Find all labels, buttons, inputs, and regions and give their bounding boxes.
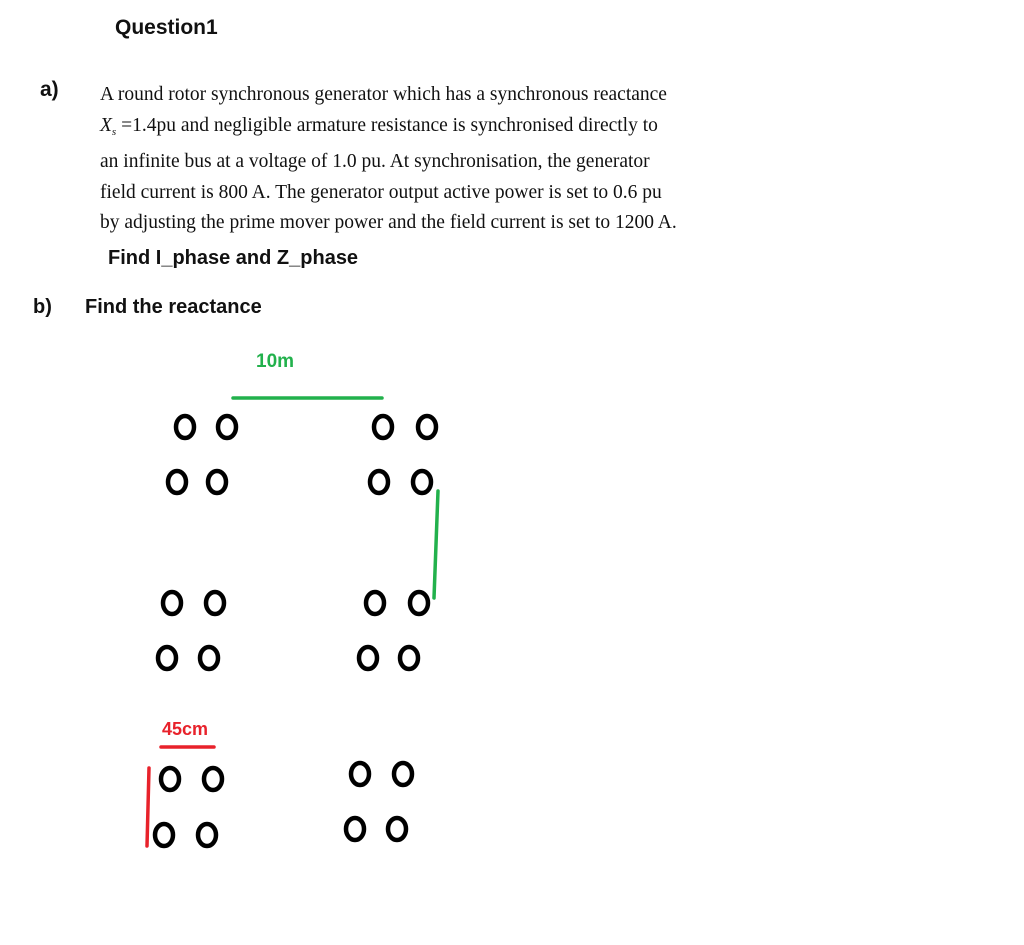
conductor-10 xyxy=(206,592,224,614)
conductor-18 xyxy=(204,768,222,790)
conductor-9 xyxy=(163,592,181,614)
conductor-4 xyxy=(208,471,226,493)
bundle-height-line xyxy=(147,768,149,846)
part-b-label: b) xyxy=(33,296,52,318)
conductor-2 xyxy=(218,416,236,438)
conductor-11 xyxy=(158,647,176,669)
conductor-24 xyxy=(388,818,406,840)
part-a-label: a) xyxy=(40,78,59,101)
conductor-3 xyxy=(168,471,186,493)
conductor-spacing-label: 45cm xyxy=(162,719,209,739)
paragraph-line-4: field current is 800 A. The generator output active power is set to 0.6 pu xyxy=(100,181,662,203)
paragraph-line-5: by adjusting the prime mover power and the field current is set to 1200 A. xyxy=(100,212,677,233)
reactance-subscript: s xyxy=(111,125,117,138)
conductor-19 xyxy=(155,824,173,846)
part-a-instruction: Find I_phase and Z_phase xyxy=(108,247,359,269)
paragraph-line-2-rest: pu and negligible armature resistance is synchronised directly to xyxy=(156,114,658,136)
question-title: Question1 xyxy=(115,16,218,39)
conductor-12 xyxy=(200,647,218,669)
conductor-21 xyxy=(351,763,369,785)
vertical-spacing-line xyxy=(434,491,438,598)
paragraph-line-1: A round rotor synchronous generator which has a synchronous reactance xyxy=(100,84,667,105)
phase-spacing-label: 10m xyxy=(256,351,295,372)
reactance-value: =1.4 xyxy=(116,114,157,136)
part-b-instruction: Find the reactance xyxy=(85,296,262,318)
conductor-7 xyxy=(370,471,388,493)
conductor-15 xyxy=(359,647,377,669)
conductor-22 xyxy=(394,763,412,785)
conductor-1 xyxy=(176,416,194,438)
conductor-6 xyxy=(418,416,436,438)
conductor-16 xyxy=(400,647,418,669)
conductor-8 xyxy=(413,471,431,493)
conductor-13 xyxy=(366,592,384,614)
reactance-letter: X xyxy=(100,114,112,136)
conductor-5 xyxy=(374,416,392,438)
conductor-23 xyxy=(346,818,364,840)
conductor-20 xyxy=(198,824,216,846)
paragraph-line-3: an infinite bus at a voltage of 1.0 pu. At synchronisation, the generator xyxy=(100,151,650,172)
conductor-14 xyxy=(410,592,428,614)
conductor-17 xyxy=(161,768,179,790)
